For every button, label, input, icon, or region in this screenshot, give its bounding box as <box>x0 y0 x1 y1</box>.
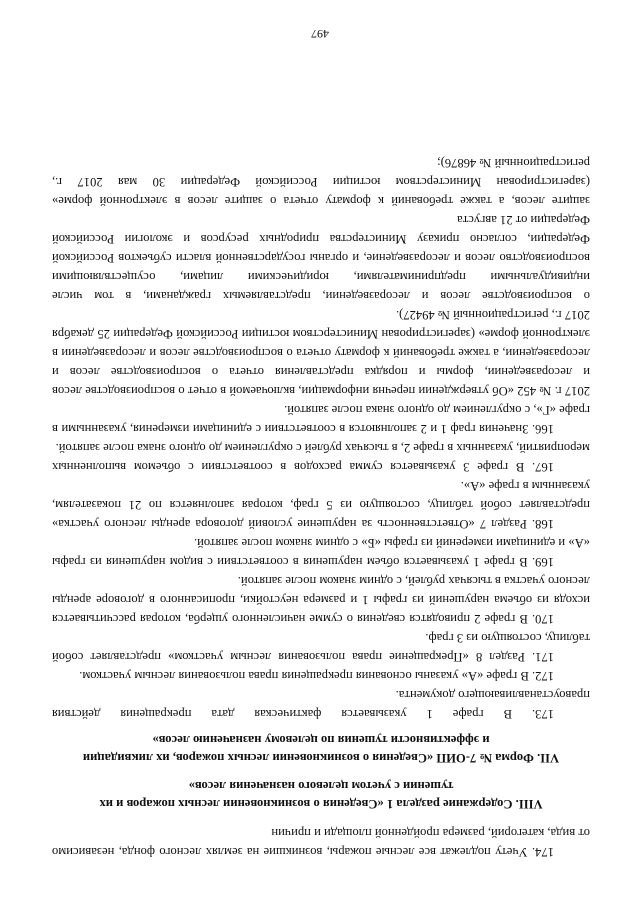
section-heading-vii: VII. Форма № 7-ОИП «Сведения о возникновении лесных пожаров, их ликвидации и эффективности тушения по целевому назначению лесов» <box>82 733 560 765</box>
paragraph-continuation-forest-protection: защите лесов, а также требований к формату отчета о защите лесов в электронной форме» (зарегистрирован Министерством юстиции Российской Федерации 30 мая 2017 г., регистрационный № 46876); <box>52 156 590 208</box>
page-number: 497 <box>311 27 329 41</box>
paragraph-continuation-reproduction: о воспроизводстве лесов и лесоразведении, представляемых гражданами, в том числе индивидуальными предпринимателями, юридическими лицами, осуществляющими воспроизводство лесов и лесоразведение, и органы государственной власти субъектов Российской Федерации, согласно приказу Министерства природных ресурсов и экологии Российской Федерации от 21 августа <box>52 213 590 303</box>
paragraph-169: 169. В графе 1 указывается объем нарушения в соответствии с видом нарушения из графы «А» и единицами измерений из графы «Б» с одним знаком после запятой. <box>52 536 590 569</box>
paragraph-171: 171. Раздел 8 «Прекращение права пользования лесным участком» представляет собой таблицу, состоящую из 3 граф. <box>52 631 590 664</box>
paragraph-168: 168. Раздел 7 «Ответственность за нарушение условий договора аренды лесного участка» представляет собой таблицу, состоящую из 5 граф, которая заполняется по 21 показателям, указанным в графе «А». <box>52 479 590 531</box>
paragraph-continuation-order-452: 2017 г. № 452 «Об утверждении перечня информации, включаемой в отчет о воспроизводстве лесов и лесоразведении, формы и порядка представления отчета о воспроизводстве лесов и лесоразведении, а также требований к формату отчета о воспроизводстве лесов и лесоразведении в электронной форме» (зарегистрирован Министерством юстиции Российской Федерации 25 декабря 2017 г., регистрационный № 49427). <box>52 308 590 398</box>
paragraph-166: 166. Значения граф 1 и 2 заполняются в соответствии с единицами измерения, указанными в графе «Г», с округлением до одного знака после запятой. <box>52 403 590 436</box>
paragraph-174: 174. Учету подлежат все лесные пожары, возникшие на землях лесного фонда, независимо от вида, категорий, размера пройденной площади и причин <box>52 826 590 859</box>
section-heading-viii: VIII. Содержание раздела 1 «Сведения о возникновении лесных пожаров и их тушении с учетом целевого назначения лесов» <box>99 779 543 811</box>
paragraph-173: 173. В графе 1 указывается фактическая дата прекращения действия правоустанавливающего документа. <box>52 688 590 721</box>
text-column <box>52 153 590 861</box>
paragraph-172: 172. В графе «А» указаны основания прекращения права пользования лесным участком. <box>79 669 554 683</box>
paragraph-167: 167. В графе 3 указывается сумма расходов в соответствии с объемом выполненных мероприятий, указанных в графе 2, в тысячах рублей с округлением до одного знака после запятой. <box>52 441 590 474</box>
paragraph-170: 170. В графе 2 приводятся сведения о сумме начисленного ущерба, которая рассчитывается исходя из объема нарушений из графы 1 и размера неустойки, прописанного в договоре аренды лесного участка в тысячах рублей, с одним знаком после запятой. <box>52 574 590 626</box>
